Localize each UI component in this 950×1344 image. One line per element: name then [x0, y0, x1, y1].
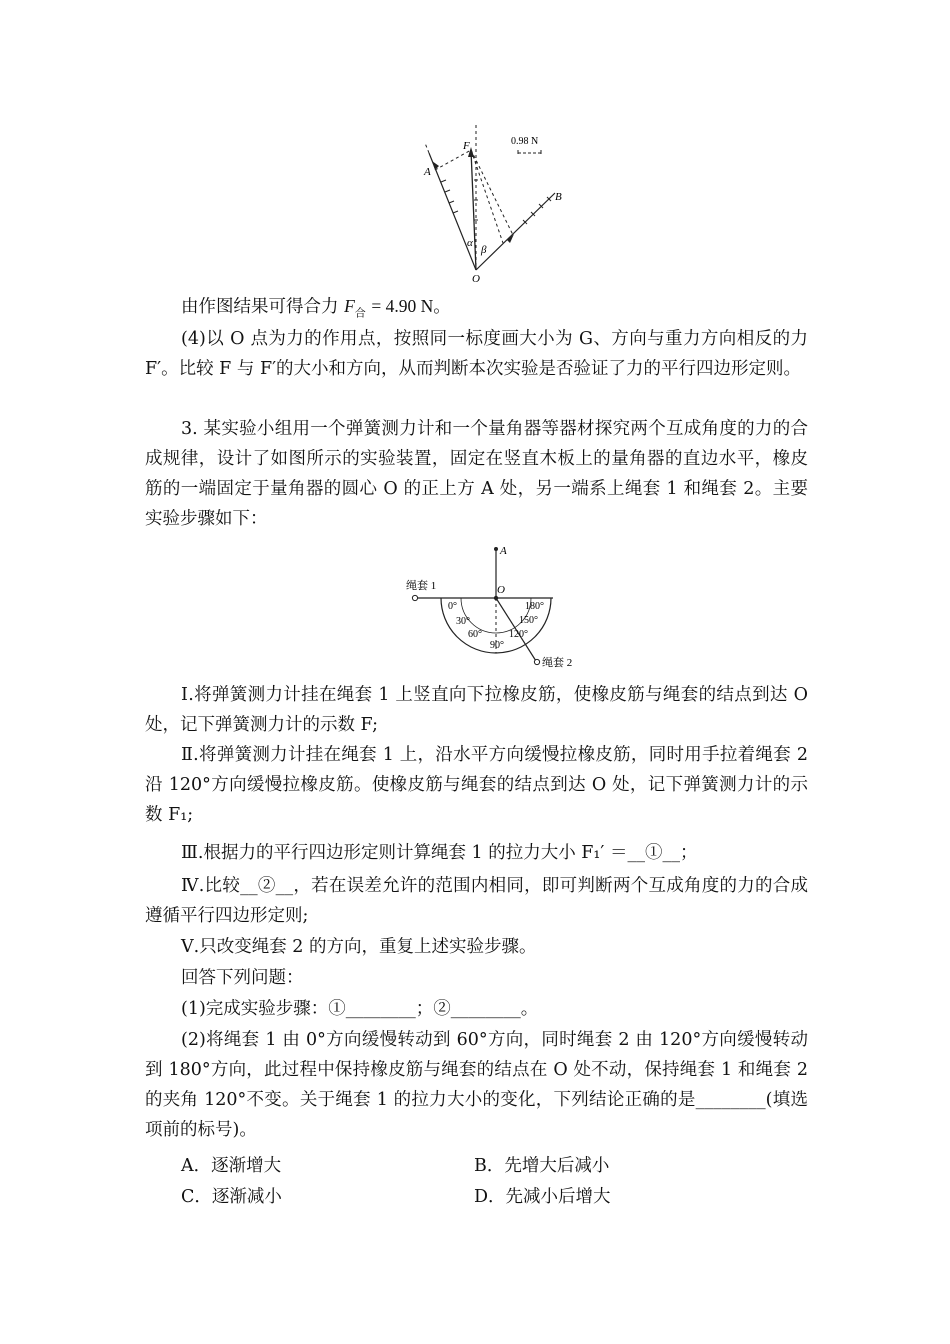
step-3: Ⅲ.根据力的平行四边形定则计算绳套 1 的拉力大小 F₁′ ＝__①__；	[181, 843, 698, 863]
angle-30: 30°	[456, 616, 470, 627]
angle-0: 0°	[448, 601, 457, 612]
angle-120: 120°	[509, 629, 528, 640]
rope2-label: 绳套 2	[542, 657, 573, 669]
force-oa	[429, 153, 476, 270]
angle-150: 150°	[519, 615, 538, 626]
result-line: 由作图结果可得合力 $F_合 = 4.90$ N。	[181, 296, 451, 320]
label-o2: O	[497, 584, 505, 596]
label-a: A	[424, 166, 431, 178]
protractor-diagram	[405, 543, 590, 673]
question-2: (2)将绳套 1 由 0°方向缓慢转动到 60°方向，同时绳套 2 由 120°方向缓慢转动到 180°方向，此过程中保持橡皮筋与绳套的结点在 O 处不动，保持绳套 1 和绳套 2 的夹角 120°不变。关于绳套 1 的拉力大小的变化，下列结论正确的是________(填选项前的标号)。	[145, 1030, 808, 1140]
option-c: C．逐渐减小	[181, 1187, 282, 1207]
question-1: (1)完成实验步骤：①________；②________。	[181, 999, 539, 1019]
label-a2: A	[500, 545, 507, 557]
force-f	[471, 150, 476, 270]
step4-paragraph: (4)以 O 点为力的作用点，按照同一标度画大小为 G、方向与重力方向相反的力 F′。比较 F 与 F′的大小和方向，从而判断本次实验是否验证了力的平行四边形定则。	[145, 329, 808, 379]
step-1: Ⅰ.将弹簧测力计挂在绳套 1 上竖直向下拉橡皮筋，使橡皮筋与绳套的结点到达 O 处，记下弹簧测力计的示数 F;	[145, 685, 808, 735]
label-beta: β	[481, 244, 487, 256]
angle-60: 60°	[468, 629, 482, 640]
force-ob	[476, 193, 555, 270]
step-2: Ⅱ.将弹簧测力计挂在绳套 1 上，沿水平方向缓慢拉橡皮筋，同时用手拉着绳套 2 沿 120°方向缓慢拉橡皮筋。使橡皮筋与绳套的结点到达 O 处，记下弹簧测力计的示数 F₁;	[145, 745, 808, 825]
angle-180: 180°	[525, 601, 544, 612]
option-d: D．先减小后增大	[474, 1187, 611, 1207]
step-4: Ⅳ.比较__②__，若在误差允许的范围内相同，即可判断两个互成角度的力的合成遵循平行四边形定则;	[145, 876, 808, 926]
answer-prompt: 回答下列问题：	[181, 968, 304, 988]
option-b: B．先增大后减小	[474, 1156, 610, 1176]
rope1-label: 绳套 1	[406, 580, 437, 592]
angle-90: 90°	[490, 640, 504, 651]
option-a: A．逐渐增大	[181, 1156, 282, 1176]
label-alpha: α	[467, 237, 473, 249]
label-b: B	[555, 191, 562, 203]
label-f: F	[463, 140, 470, 152]
force-diagram	[415, 125, 575, 285]
step-5: Ⅴ.只改变绳套 2 的方向，重复上述实验步骤。	[181, 937, 537, 957]
scale-label: 0.98 N	[511, 136, 539, 147]
question3-intro: 3. 某实验小组用一个弹簧测力计和一个量角器等器材探究两个互成角度的力的合成规律，设计了如图所示的实验装置，固定在竖直木板上的量角器的直边水平，橡皮筋的一端固定于量角器的圆心 O 的正上方 A 处，另一端系上绳套 1 和绳套 2。主要实验步骤如下：	[145, 419, 808, 529]
label-o: O	[472, 273, 480, 285]
